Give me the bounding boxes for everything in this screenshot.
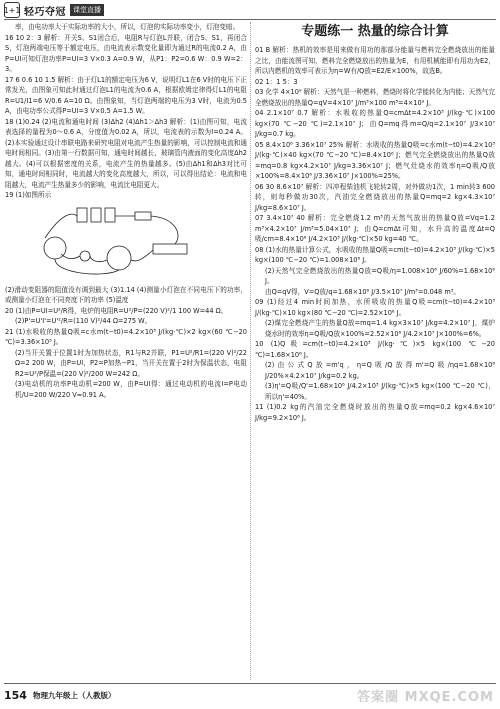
answer-r10: 10 (1)Q吸=cm(t−t0)=4.2×10³ J/(kg·℃)×5 kg×(100 ℃−20 ℃)=1.68×10⁶ J。 xyxy=(255,340,495,359)
section-title: 专题练一 热量的综合计算 xyxy=(301,24,449,39)
column-divider xyxy=(250,22,251,680)
page-header xyxy=(4,2,104,18)
answer-r08-3: 由Q=qV得，V=Q放/q=1.68×10⁶ J/3.5×10⁷ J/m³=0.048 m³。 xyxy=(265,287,460,296)
answer-21-3: (3)电动机的功率P电动机=200 W，由P=UI得：通过电动机的电流I=P电动机/U=200 W/220 V≈0.91 A。 xyxy=(15,380,247,399)
answer-r05: 05 8.4×10⁶ 3.36×10⁷ 25% 解析：水吸收的热量Q吸=c水m(t−t0)=4.2×10³ J/(kg·℃)×40 kg×(70 ℃−20 ℃)=8.4×10⁶ J；燃气完全燃烧放出的热量Q放=mq=0.8 kg×4.2×10⁷ J/kg=3.36×10⁷ J；燃气灶烧水的效率η=Q吸/Q放×100%=8.4×10⁶ J/3.36×10⁷ J×100%=25%。 xyxy=(255,140,495,180)
left-column xyxy=(5,22,247,400)
header-subtitle: 课堂直播 xyxy=(70,4,104,16)
answer-18: 18 (1)0.24 (2)电流和通电时间 (3)Δh2 (4)Δh1＞Δh3 解析：(1)由图可知，电流表选择的量程为0～0.6 A，分度值为0.02 A，所以，电流表的示数为I=0.24 A。(2)本实验通过设计串联电路来研究电阻对电流产生热量的影响，可以控制电流和通电时间相同。(3)由第一行数据可知，通电时间越长，玻璃管内液面的变化高度Δh2越大。(4)可以根据密度的关系，电流产生的热量越多。(5)由Δh1和Δh3对比可知，通电时间相同时，电流越大的变化高度越大，所以，可以得出结论：电流和电阻越大，电流产生热量多少的影响，电流比电阻更大。 xyxy=(5,117,247,189)
header-title: 轻巧夺冠 xyxy=(24,6,66,18)
lamp-icon xyxy=(80,251,90,261)
answer-r09: 09 (1)经过4 min时间加热，水所吸收的热量Q吸=cm(t−t0)=4.2×10³ J/(kg·℃)×10 kg×(80 ℃−20 ℃)=2.52×10⁶ J。 xyxy=(255,298,495,317)
ammeter-icon xyxy=(107,246,131,270)
right-column xyxy=(255,22,495,423)
answer-r07: 07 3.4×10⁷ 40 解析：完全燃烧1.2 m³的天然气放出的热量Q放=Vq=1.2 m³×4.2×10⁷ J/m³=5.04×10⁷ J；由Q=cmΔt可知，水升高的温度Δt=Q吸/cm=8.4×10⁶ J/4.2×10³ J/(kg·℃)×50 kg=40 ℃。 xyxy=(255,214,495,243)
answer-r08-2: (2)天然气完全燃烧放出的热量Q放=Q吸/η=1.008×10⁶ J/60%=1.68×10⁶ J。 xyxy=(265,266,495,285)
answer-r06: 06 30 8.6×10⁷ 解析：四冲程柴油机飞轮转2周，对外做功1次，1 min转3 600转，则每秒做功30次，汽油完全燃烧放出的热量Q=mq=2 kg×4.3×10⁷ J/kg=8.6×10⁷ J。 xyxy=(255,182,495,212)
watermark: 答案圈 MXQE.COM xyxy=(357,690,494,705)
battery-cell-2 xyxy=(91,208,101,222)
answer-21: 21 (1)水吸收的热量Q吸=c水m(t−t0)=4.2×10³ J/(kg·℃)×2 kg×(60 ℃−20 ℃)=3.36×10⁵ J。 xyxy=(5,327,247,346)
answer-r10-3: (3)η'=Q吸/Q'=1.68×10⁶ J/4.2×10³ J/(kg·℃)×5 kg×(100 ℃−20 ℃)，所以η'=40%。 xyxy=(265,382,495,401)
answer-r08: 08 (1)水的热量计算公式，水吸收的热量Q吸=cm(t−t0)=4.2×10³ J/(kg·℃)×5 kg×(100 ℃−20 ℃)=1.008×10⁶ J。 xyxy=(255,245,495,264)
answer-r02: 02 1：1 5：3 xyxy=(255,77,298,86)
answer-20: 20 (1)由P=UI=U²/R得，电炉的电阻R=U²/P=(220 V)²/1 100 W=44 Ω。 xyxy=(5,306,228,315)
answer-17: 17 6 0.6 10 1.5 解析：由于灯L1的额定电压为6 V，说明灯L1在6 V时的电压下正常发光，由图象可知此时通过灯泡L1的电流为0.6 A，根据欧姆定律得灯L1的电阻R=U1/I1=6 V/0.6 A=10 Ω。由图象知，当灯泡两端的电压为3 V时，电流为0.5 A，由电功率公式得P=UI=3 V×0.5 A=1.5 W。 xyxy=(5,75,247,115)
battery-cell-1 xyxy=(77,208,87,222)
logo-icon: 1+1 xyxy=(4,2,20,18)
answer-20-2: (2)P'=U'I'=U'²/R=(110 V)²/44 Ω=275 W。 xyxy=(15,317,152,325)
answer-21-2: (2)当开关置于位置1时为加热状态，R1与R2并联，P1=U²/R1=(220 V)²/22 Ω=2 200 W，由P=UI，P2=P加热−P1，当开关在置于2时为保温状态，电阻R2=U²/P保温=(220 V)²/200 W=242 Ω。 xyxy=(15,348,247,378)
header-rule xyxy=(4,19,496,20)
answer-r01: 01 B 解析：热机的效率是用来做有用功的那部分能量与燃料完全燃烧放出的能量之比，由能流图可知，燃料完全燃烧放出的热量为E，有用机械能即有用功为E2，所以内燃机的效率可表示为η=W有/Q放=E2/E×100%，故选B。 xyxy=(255,46,495,75)
rheostat-icon xyxy=(153,244,187,254)
answer-r09-2: (2)煤完全燃烧产生的热量Q放=mq=1.4 kg×3×10⁷ J/kg=4.2×10⁷ J，煤炉烧水时的效率η=Q吸/Q放×100%=2.52×10⁶ J/4.2×10⁷ J×100%=6%。 xyxy=(265,319,495,338)
answer-r03: 03 化学 4×10⁹ 解析：天然气是一种燃料，燃烧时将化学能转化为内能；天然气完全燃烧放出的热量Q=qV=4×10⁷ J/m³×100 m³=4×10⁹ J。 xyxy=(255,88,495,107)
answer-r11: 11 (1)0.2 kg的汽油完全燃烧时放出的热量Q放=mq=0.2 kg×4.6×10⁷ J/kg=9.2×10⁶ J。 xyxy=(255,403,495,422)
battery-cell-3 xyxy=(105,208,115,222)
answer-19: 19 (1)如图所示 xyxy=(5,191,52,199)
answer-r10-2: (2)由公式Q放=m'q，η=Q吸/Q放得m'=Q吸/ηq=1.68×10⁶ J/20%×4.2×10⁷ J/kg=0.2 kg。 xyxy=(265,361,495,380)
answer-r04: 04 2.1×10⁷ 0.7 解析：水吸收的热量Q=cmΔt=4.2×10³ J/(kg·℃)×100 kg×(70 ℃−20 ℃)=2.1×10⁷ J；由Q=mq得m=Q/q=2.1×10⁷ J/3×10⁷ J/kg=0.7 kg。 xyxy=(255,109,495,138)
book-title: 物理九年级上（人教版） xyxy=(32,690,116,700)
answer-paragraph: 率，由电功率大于实际功率的大小，所以，灯泡的实际功率变小，灯泡变暗。 xyxy=(15,23,240,31)
page-number: 154 xyxy=(4,688,27,702)
circuit-diagram xyxy=(25,204,205,282)
footer-rule xyxy=(4,683,496,684)
switch-icon xyxy=(135,212,151,220)
answer-16: 16 10 2：3 解析：开关S、S1闭合后，电阻R与灯泡L并联，闭合S、S1，再闭合S，灯泡两端电压等于额定电压，由电流表示数变化量即为通过R的电流0.2 A，由P=UI可知灯泡功率P=UI=3 V×0.3 A=0.9 W，从P1：P2=0.6 W：0.9 W=2：3。 xyxy=(5,33,247,73)
answer-19-2: (2)滑动变阻器的阻值没有调到最大 (3)1.14 (4)测量小灯泡在不同电压下的功率，或测量小灯泡在不同亮度下的功率 (5)温度 xyxy=(5,285,247,304)
